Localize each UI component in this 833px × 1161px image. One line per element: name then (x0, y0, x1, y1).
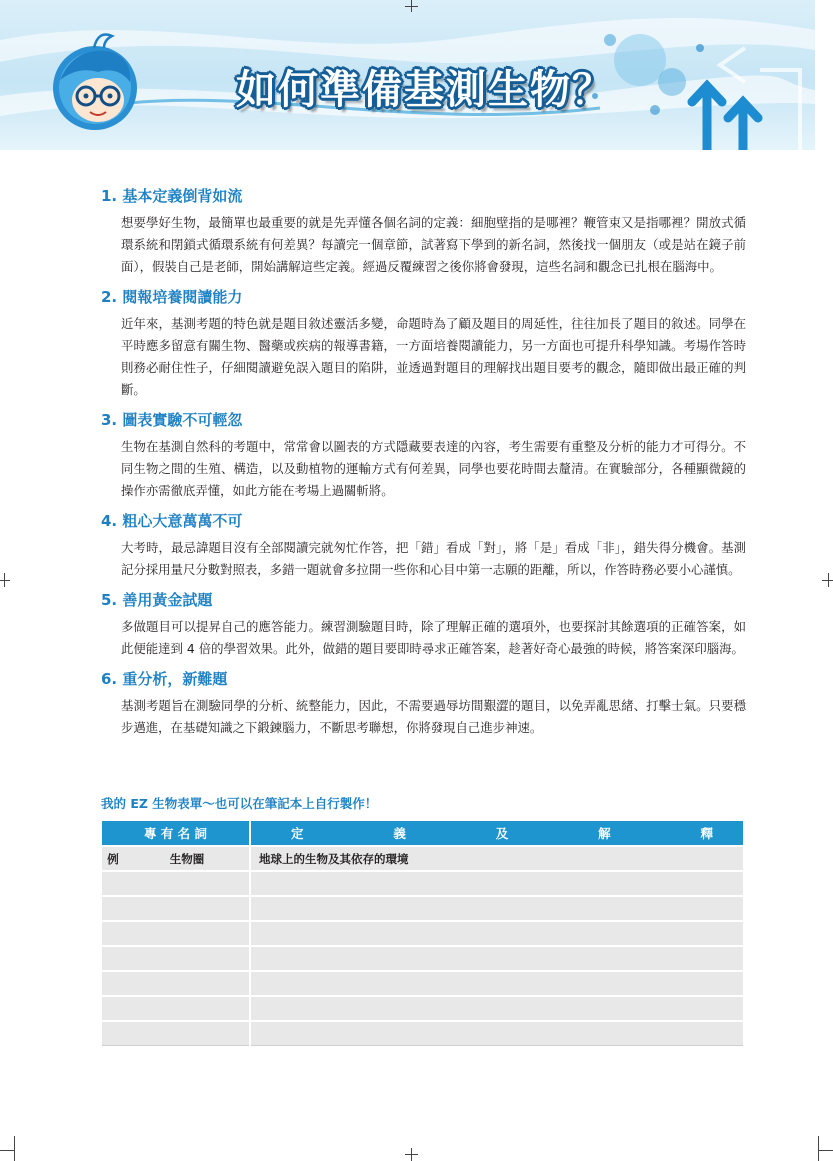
section-body: 近年來，基測考題的特色就是題目敘述靈活多變，命題時為了顧及題目的周延性，往往加長了題目的敘述。同學在平時應多留意有關生物、醫藥或疾病的報導書籍，一方面培養閱讀能力，另一方面也可提升科學知識。考場作答時則務必耐住性子，仔細閱讀避免誤入題目的陷阱，並透過對題目的理解找出題目要考的觀念，隨即做出最正確的判斷。 (121, 316, 746, 397)
term-cell[interactable] (102, 971, 250, 996)
section-heading: 4. 粗心大意萬萬不可 (101, 512, 243, 530)
crop-mark (822, 580, 833, 581)
definition-cell[interactable] (250, 896, 744, 921)
definition-cell[interactable] (250, 1021, 744, 1046)
section-body: 基測考題旨在測驗同學的分析、統整能力，因此，不需要過辱坊間艱澀的題目，以免弄亂思緒、打擊士氣。只要穩步邁進，在基礎知識之下鍛鍊腦力，不斷思考聯想，你將發現自己進步神速。 (121, 698, 746, 735)
term-column-header: 專 有 名 詞 (102, 821, 250, 846)
term-cell (102, 846, 250, 871)
table-row (102, 871, 744, 896)
page-title: 如何準備基測生物？ (236, 66, 614, 113)
definition-cell[interactable] (250, 946, 744, 971)
table-row (102, 921, 744, 946)
header-char: 義 (393, 826, 406, 841)
table-row-example (102, 846, 744, 871)
definition-column-header (250, 821, 744, 846)
tip-section (101, 510, 746, 581)
tip-section (101, 185, 746, 278)
crop-mark (0, 580, 10, 581)
crop-mark (405, 1154, 418, 1155)
crop-mark (818, 1136, 819, 1161)
header-banner (0, 0, 815, 150)
term-cell[interactable] (102, 921, 250, 946)
section-body: 生物在基測自然科的考題中，常常會以圖表的方式隱藏要表達的內容，考生需要有重整及分析的能力才可得分。不同生物之間的生殖、構造，以及動植物的運輸方式有何差異，同學也要花時間去釐清。在實驗部分，各種顯微鏡的操作亦需徹底弄懂，如此方能在考場上過關斬將。 (121, 439, 746, 498)
vocab-table (102, 821, 745, 1046)
section-heading: 3. 圖表實驗不可輕忽 (101, 411, 243, 429)
header-char: 定 (291, 826, 304, 841)
crop-mark (0, 1150, 14, 1151)
tip-section (101, 668, 746, 739)
header-char: 及 (495, 826, 509, 841)
crop-mark (405, 6, 418, 7)
term-cell[interactable] (102, 946, 250, 971)
table-row (102, 946, 744, 971)
term-cell[interactable] (102, 1021, 250, 1046)
section-body: 想要學好生物，最簡單也最重要的就是先弄懂各個名詞的定義：細胞壁指的是哪裡？鞭管束又是指哪裡？開放式循環系統和閉鎖式循環系統有何差異？每讀完一個章節，試著寫下學到的新名詞，然後找一個朋友（或是站在鏡子前面），假裝自己是老師，開始講解這些定義。經過反覆練習之後你將會發現，這些名詞和觀念已扎根在腦海中。 (121, 215, 746, 274)
definition-cell[interactable] (250, 921, 744, 946)
definition-cell: 地球上的生物及其依存的環境 (250, 846, 744, 871)
definition-cell[interactable] (250, 871, 744, 896)
term-cell[interactable] (102, 996, 250, 1021)
crop-mark (14, 1136, 15, 1161)
definition-cell[interactable] (250, 996, 744, 1021)
term-cell[interactable] (102, 871, 250, 896)
section-body: 多做題目可以提昇自己的應答能力。練習測驗題目時，除了理解正確的選項外，也要探討其餘選項的正確答案，如此便能達到 4 倍的學習效果。此外，做錯的題目要即時尋求正確答案，趁著好奇心最強的時候，將答案深印腦海。 (121, 619, 746, 656)
section-body: 大考時，最忌諱題目沒有全部閱讀完就匆忙作答，把「錯」看成「對」，將「是」看成「非」，錯失得分機會。基測記分採用量尺分數對照表，多錯一題就會多拉開一些你和心目中第一志願的距離，所以，作答時務必要小心謹慎。 (121, 540, 746, 577)
section-heading: 5. 善用黃金試題 (101, 591, 213, 609)
term-cell[interactable] (102, 896, 250, 921)
header-char: 解 (598, 826, 611, 841)
section-heading: 2. 閱報培養閱讀能力 (101, 288, 243, 306)
crop-mark (819, 1150, 833, 1151)
tip-section (101, 409, 746, 502)
tip-section (101, 589, 746, 660)
table-note: 我的 EZ 生物表單～也可以在筆記本上自行製作！ (101, 796, 378, 811)
table-row (102, 996, 744, 1021)
example-term: 生物圈 (169, 851, 205, 866)
tips-list (101, 185, 746, 747)
table-row (102, 896, 744, 921)
definition-cell[interactable] (250, 971, 744, 996)
section-heading: 1. 基本定義倒背如流 (101, 187, 243, 205)
example-marker: 例 (107, 851, 119, 866)
table-row (102, 1021, 744, 1046)
header-char: 釋 (700, 826, 713, 841)
tip-section (101, 286, 746, 401)
section-heading: 6. 重分析，新難題 (101, 670, 228, 688)
table-header-row (102, 821, 744, 846)
table-row (102, 971, 744, 996)
